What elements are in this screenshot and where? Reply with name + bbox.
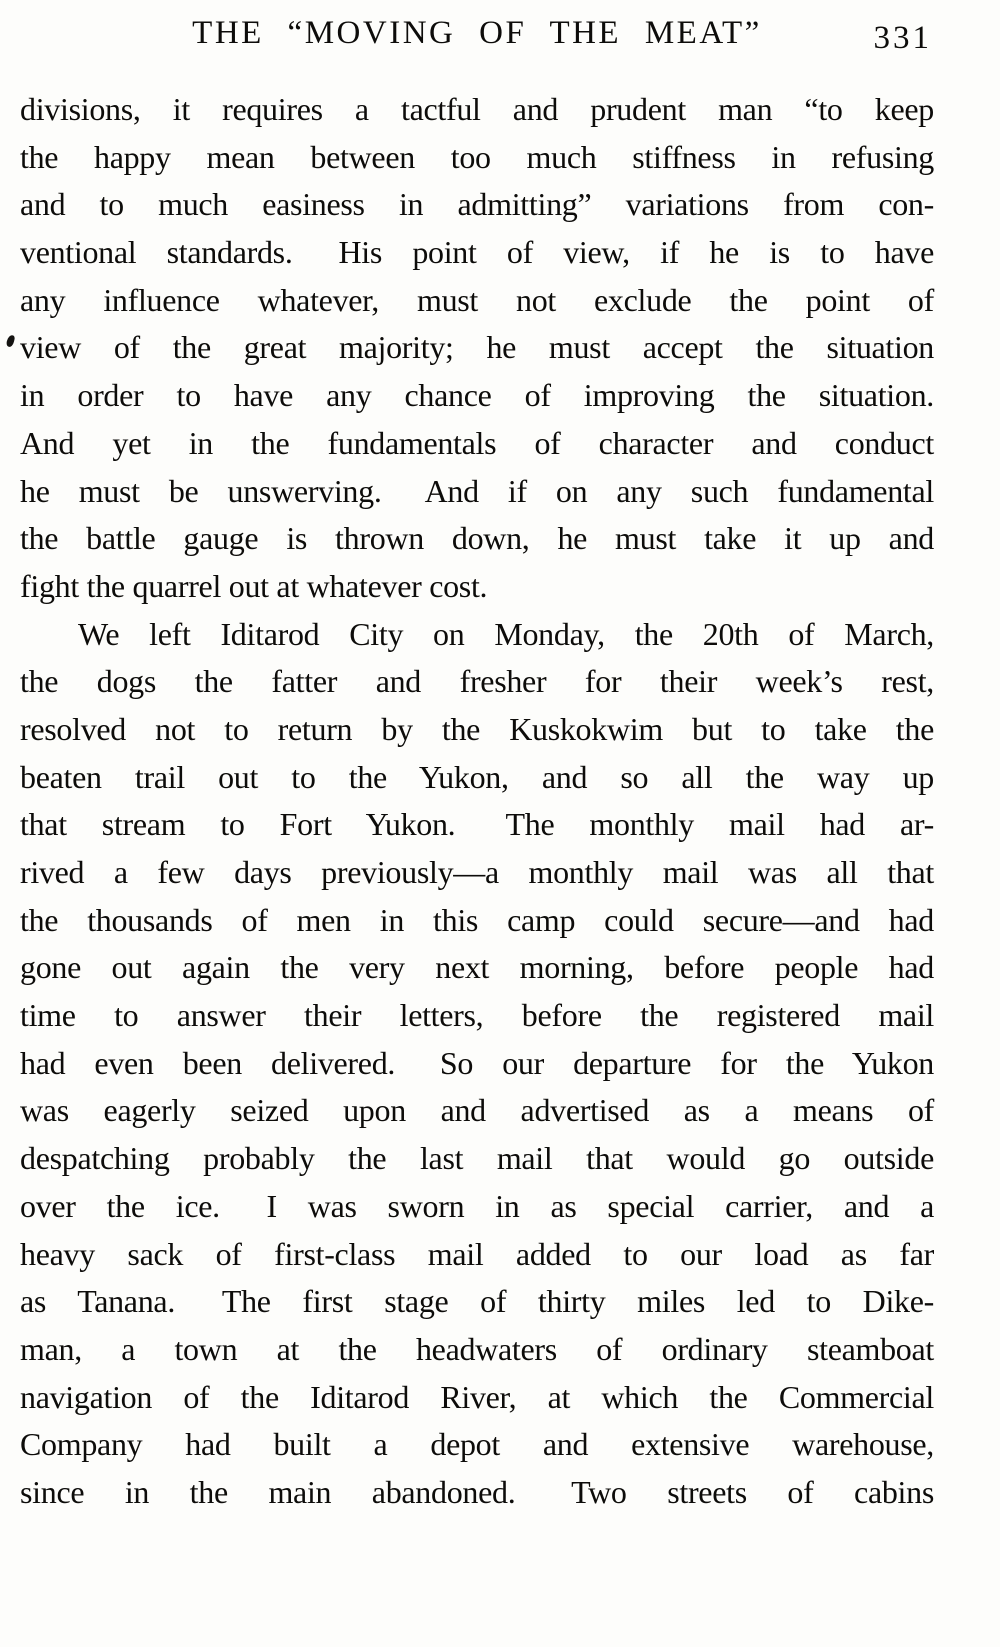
text-line: the happy mean between too much stiffness in refusing [20, 138, 934, 175]
text-line: he must be unswerving. And if on any such fundamental [20, 472, 934, 509]
text-line: time to answer their letters, before the registered mail [20, 997, 934, 1034]
text-line: the battle gauge is thrown down, he must take it up and [20, 520, 934, 557]
text-line: in order to have any chance of improving the situation. [20, 377, 934, 414]
text-line: fight the quarrel out at whatever cost. [20, 567, 488, 604]
text-line: man, a town at the headwaters of ordinary steamboat [20, 1330, 934, 1367]
page-header [20, 12, 934, 60]
text-line: divisions, it requires a tactful and prudent man “to keep [20, 91, 934, 127]
text-line: that stream to Fort Yukon. The monthly mail had ar- [20, 806, 934, 843]
text-line: and to much easiness in admitting” variations from con- [20, 186, 934, 223]
text-line: the thousands of men in this camp could secure—and had [20, 901, 934, 938]
text-line: And yet in the fundamentals of character and conduct [20, 424, 934, 461]
text-line: rived a few days previously—a monthly mail was all that [20, 854, 934, 890]
text-line: navigation of the Iditarod River, at which the Commercial [20, 1378, 934, 1415]
text-line: view of the great majority; he must accept the situation [20, 329, 934, 366]
text-line: gone out again the very next morning, before people had [20, 949, 934, 986]
text-line: despatching probably the last mail that would go outside [20, 1140, 934, 1177]
text-line: beaten trail out to the Yukon, and so all the way up [20, 758, 934, 795]
paragraph-2 [20, 611, 934, 1517]
text-line: as Tanana. The first stage of thirty miles led to Dike- [20, 1283, 934, 1320]
text-line: ventional standards. His point of view, if he is to have [20, 234, 934, 271]
page-number: 331 [873, 20, 932, 56]
text-line: the dogs the fatter and fresher for their week’s rest, [20, 663, 934, 700]
text-line: had even been delivered. So our departure for the Yukon [20, 1044, 934, 1081]
running-title: THE “MOVING OF THE MEAT” [192, 15, 762, 51]
text-line: since in the main abandoned. Two streets of cabins [20, 1473, 934, 1510]
text-line: over the ice. I was sworn in as special carrier, and a [20, 1187, 934, 1224]
paragraph-1 [20, 86, 934, 611]
text-line: resolved not to return by the Kuskokwim but to take the [20, 710, 934, 747]
text-line: heavy sack of first-class mail added to our load as far [20, 1235, 934, 1272]
text-line: was eagerly seized upon and advertised as a means of [20, 1092, 934, 1129]
page-body [20, 86, 934, 1517]
text-line: any influence whatever, must not exclude the point of [20, 281, 934, 318]
book-page [0, 12, 1000, 1647]
text-line: Company had built a depot and extensive warehouse, [20, 1426, 934, 1463]
margin-ink-mark [6, 334, 16, 347]
text-line: We left Iditarod City on Monday, the 20th of March, [78, 615, 934, 652]
